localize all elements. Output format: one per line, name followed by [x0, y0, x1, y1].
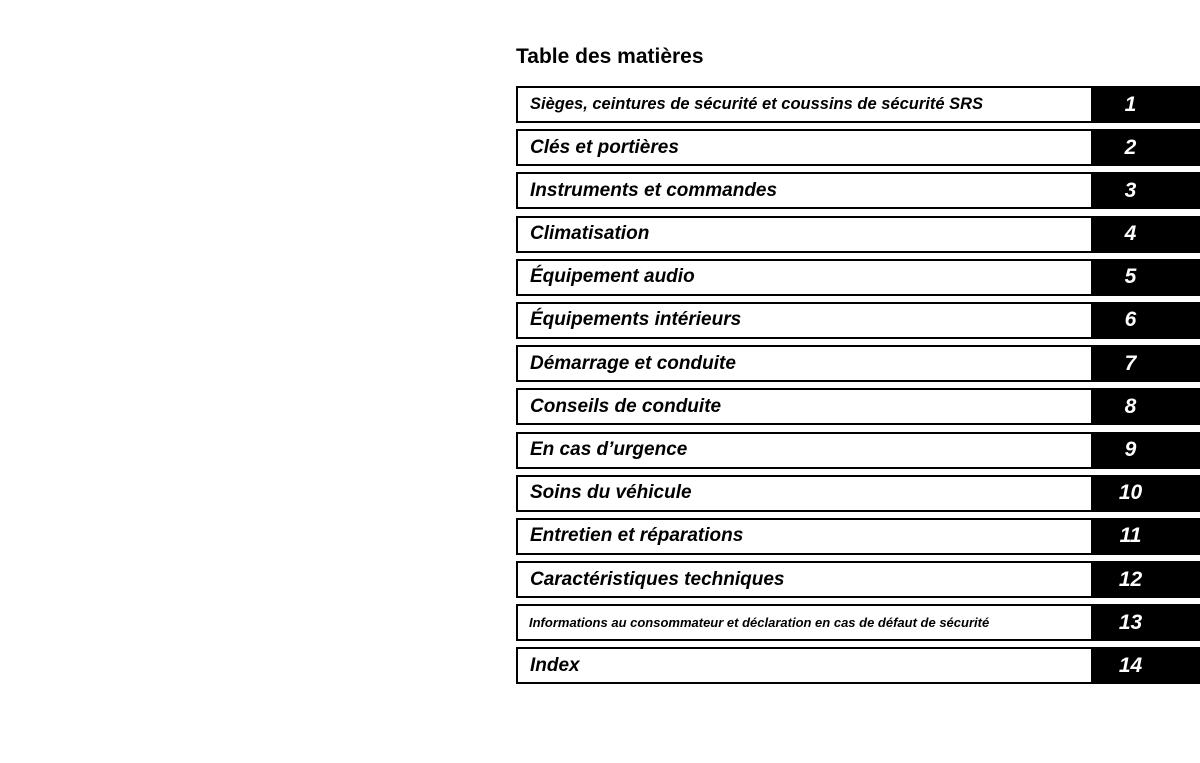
toc-chapter-tab[interactable]: 6	[1091, 302, 1200, 339]
toc-entry-label: Équipement audio	[516, 259, 1091, 296]
toc-entry-12[interactable]	[516, 561, 1200, 598]
toc-chapter-tab[interactable]: 12	[1091, 561, 1200, 598]
toc-entry-label: Démarrage et conduite	[516, 345, 1091, 382]
toc-chapter-tab[interactable]: 10	[1091, 475, 1200, 512]
toc-chapter-tab[interactable]: 9	[1091, 432, 1200, 469]
toc-entry-label: Soins du véhicule	[516, 475, 1091, 512]
toc-entry-label: Entretien et réparations	[516, 518, 1091, 555]
toc-entry-label: Index	[516, 647, 1091, 684]
toc-entry-label: Clés et portières	[516, 129, 1091, 166]
toc-chapter-tab[interactable]: 5	[1091, 259, 1200, 296]
toc-entry-1[interactable]	[516, 86, 1200, 123]
toc-entry-13[interactable]	[516, 604, 1200, 641]
toc-entry-4[interactable]	[516, 216, 1200, 253]
toc-chapter-tab[interactable]: 8	[1091, 388, 1200, 425]
toc-entry-label: Instruments et commandes	[516, 172, 1091, 209]
toc-entry-label: Équipements intérieurs	[516, 302, 1091, 339]
toc-entry-2[interactable]	[516, 129, 1200, 166]
toc-chapter-tab[interactable]: 14	[1091, 647, 1200, 684]
toc-entry-11[interactable]	[516, 518, 1200, 555]
toc-chapter-tab[interactable]: 4	[1091, 216, 1200, 253]
toc-entry-5[interactable]	[516, 259, 1200, 296]
toc-entry-14[interactable]	[516, 647, 1200, 684]
toc-entry-3[interactable]	[516, 172, 1200, 209]
toc-entry-label: Climatisation	[516, 216, 1091, 253]
page-title: Table des matières	[516, 45, 704, 68]
toc-chapter-tab[interactable]: 2	[1091, 129, 1200, 166]
toc-chapter-tab[interactable]: 13	[1091, 604, 1200, 641]
toc-entry-6[interactable]	[516, 302, 1200, 339]
toc-entry-label: En cas d’urgence	[516, 432, 1091, 469]
toc-chapter-tab[interactable]: 1	[1091, 86, 1200, 123]
toc-entry-label: Conseils de conduite	[516, 388, 1091, 425]
toc-entry-10[interactable]	[516, 475, 1200, 512]
toc-chapter-tab[interactable]: 11	[1091, 518, 1200, 555]
toc-entry-label: Informations au consommateur et déclaration en cas de défaut de sécurité	[516, 604, 1091, 641]
toc-entry-8[interactable]	[516, 388, 1200, 425]
toc-entry-label: Caractéristiques techniques	[516, 561, 1091, 598]
toc-chapter-tab[interactable]: 3	[1091, 172, 1200, 209]
toc-entry-9[interactable]	[516, 432, 1200, 469]
toc-entry-7[interactable]	[516, 345, 1200, 382]
toc-chapter-tab[interactable]: 7	[1091, 345, 1200, 382]
toc-entry-label: Sièges, ceintures de sécurité et coussins de sécurité SRS	[516, 86, 1091, 123]
table-of-contents	[516, 86, 1200, 691]
